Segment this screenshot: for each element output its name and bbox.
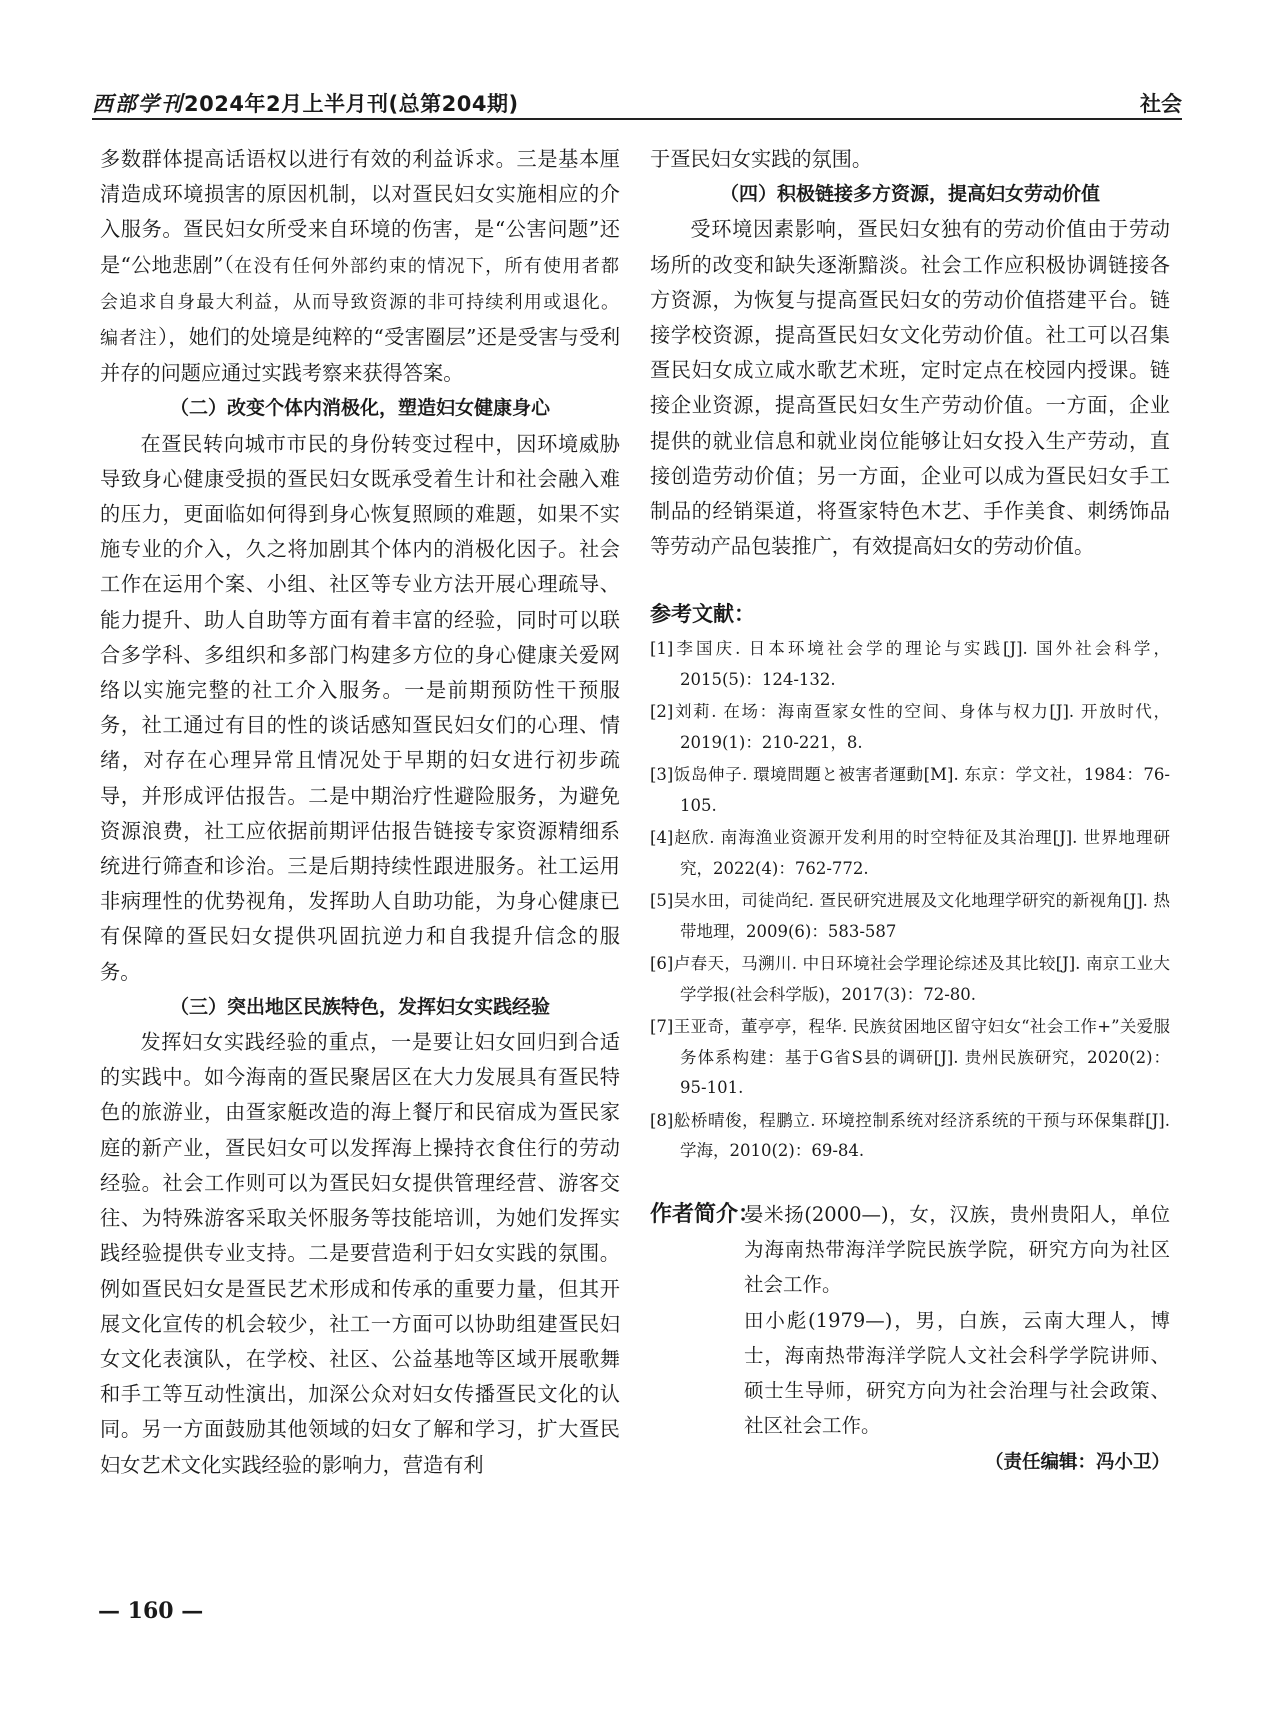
reference-item: [3]饭岛伸子. 環境問題と被害者運動[M]. 东京：学文社，1984：76-105. [650, 765, 1170, 815]
reference-item: [1]李国庆. 日本环境社会学的理论与实践[J]. 国外社会科学，2015(5)：124-132. [650, 639, 1170, 689]
paragraph-1 [100, 142, 620, 391]
author-bio [650, 1197, 1170, 1443]
reference-item: [5]吴水田，司徒尚纪. 疍民研究进展及文化地理学研究的新视角[J]. 热带地理，2009(6)：583-587 [650, 891, 1170, 941]
author-bio-label: 作者简介： [650, 1201, 761, 1227]
subheading-3: （三）突出地区民族特色，发挥妇女实践经验 [169, 995, 550, 1018]
reference-list [650, 634, 1170, 1167]
paragraph-continuation: 于疍民妇女实践的氛围。 [650, 147, 873, 171]
editor-note: 在没有任何外部约束的情况下，所有使用者都会追求自身最大利益，从而导致资源的非可持续利用或退化。编者注 [100, 255, 620, 350]
subheading-4: （四）积极链接多方资源，提高妇女劳动价值 [719, 183, 1100, 206]
references-heading: 参考文献： [650, 602, 755, 627]
responsible-editor: （责任编辑：冯小卫） [984, 1452, 1170, 1474]
author-1-bio: 晏米扬(2000—)，女，汉族，贵州贵阳人，单位为海南热带海洋学院民族学院，研究方向为社区社会工作。 [744, 1202, 1170, 1297]
paragraph-2: 在疍民转向城市市民的身份转变过程中，因环境威胁导致身心健康受损的疍民妇女既承受着生计和社会融入难的压力，更面临如何得到身心恢复照顾的难题，如果不实施专业的介入，久之将加剧其个体内的消极化因子。社会工作在运用个案、小组、社区等专业方法开展心理疏导、能力提升、助人自助等方面有着丰富的经验，同时可以联合多学科、多组织和多部门构建多方位的身心健康关爱网络以实施完整的社工介入服务。一是前期预防性干预服务，社工通过有目的性的谈话感知疍民妇女们的心理、情绪，对存在心理异常且情况处于早期的妇女进行初步疏导，并形成评估报告。二是中期治疗性避险服务，为避免资源浪费，社工应依据前期评估报告链接专家资源精细系统进行筛查和诊治。三是后期持续性跟进服务。社工运用非病理性的优势视角，发挥助人自助功能，为身心健康已有保障的疍民妇女提供巩固抗逆力和自我提升信念的服务。 [100, 431, 620, 984]
running-header [92, 86, 1182, 120]
section-label: 社会 [1140, 92, 1182, 116]
subheading-2: （二）改变个体内消极化，塑造妇女健康身心 [169, 397, 550, 420]
paragraph-1-main: 多数群体提高话语权以进行有效的利益诉求。三是基本厘清造成环境损害的原因机制，以对疍民妇女实施相应的介入服务。疍民妇女所受来自环境的伤害，是“公害问题”还是“公地悲剧”（ [100, 147, 620, 277]
right-column [650, 142, 1170, 1479]
paragraph-1-tail: ），她们的处境是纯粹的“受害圈层”还是受害与受利并存的问题应通过实践考察来获得答案。 [100, 325, 621, 386]
reference-item: [8]舩桥晴俊，程鹏立. 环境控制系统对经济系统的干预与环保集群[J]. 学海，2010(2)：69-84. [650, 1110, 1170, 1161]
reference-item: [6]卢春天，马溯川. 中日环境社会学理论综述及其比较[J]. 南京工业大学学报(社会科学版)，2017(3)：72-80. [650, 954, 1170, 1004]
author-2-bio: 田小彪(1979—)，男，白族，云南大理人，博士，海南热带海洋学院人文社会科学学院讲师、硕士生导师，研究方向为社会治理与社会政策、社区社会工作。 [744, 1308, 1170, 1438]
page-number: — 160 — [98, 1598, 204, 1624]
left-column [100, 142, 620, 1483]
journal-logo: 西部学刊 [92, 92, 184, 116]
author-entries [744, 1197, 1170, 1443]
reference-item: [4]赵欣. 南海渔业资源开发利用的时空特征及其治理[J]. 世界地理研究，2022(4)：762-772. [650, 828, 1170, 878]
reference-item: [7]王亚奇，董亭亭，程华. 民族贫困地区留守妇女“社会工作+”关爱服务体系构建：基于G省S县的调研[J]. 贵州民族研究，2020(2)：95-101. [650, 1017, 1170, 1098]
paragraph-3: 发挥妇女实践经验的重点，一是要让妇女回归到合适的实践中。如今海南的疍民聚居区在大力发展具有疍民特色的旅游业，由疍家艇改造的海上餐厅和民宿成为疍民家庭的新产业，疍民妇女可以发挥海上操持衣食住行的劳动经验。社会工作则可以为疍民妇女提供管理经营、游客交往、为特殊游客采取关怀服务等技能培训，为她们发挥实践经验提供专业支持。二是要营造利于妇女实践的氛围。例如疍民妇女是疍民艺术形成和传承的重要力量，但其开展文化宣传的机会较少，社工一方面可以协助组建疍民妇女文化表演队，在学校、社区、公益基地等区域开展歌舞和手工等互动性演出，加深公众对妇女传播疍民文化的认同。另一方面鼓励其他领域的妇女了解和学习，扩大疍民妇女艺术文化实践经验的影响力，营造有利 [100, 1030, 620, 1477]
journal-issue [92, 88, 519, 118]
paragraph-4: 受环境因素影响，疍民妇女独有的劳动价值由于劳动场所的改变和缺失逐渐黯淡。社会工作应积极协调链接各方资源，为恢复与提高疍民妇女的劳动价值搭建平台。链接学校资源，提高疍民妇女文化劳动价值。社工可以召集疍民妇女成立咸水歌艺术班，定时定点在校园内授课。链接企业资源，提高疍民妇女生产劳动价值。一方面，企业提供的就业信息和就业岗位能够让妇女投入生产劳动，直接创造劳动价值；另一方面，企业可以成为疍民妇女手工制品的经销渠道，将疍家特色木艺、手作美食、刺绣饰品等劳动产品包装推广，有效提高妇女的劳动价值。 [650, 217, 1170, 559]
issue-label: 2024年2月上半月刊(总第204期) [184, 92, 519, 116]
reference-item: [2]刘莉. 在场：海南疍家女性的空间、身体与权力[J]. 开放时代，2019(1)：210-221，8. [650, 702, 1170, 752]
